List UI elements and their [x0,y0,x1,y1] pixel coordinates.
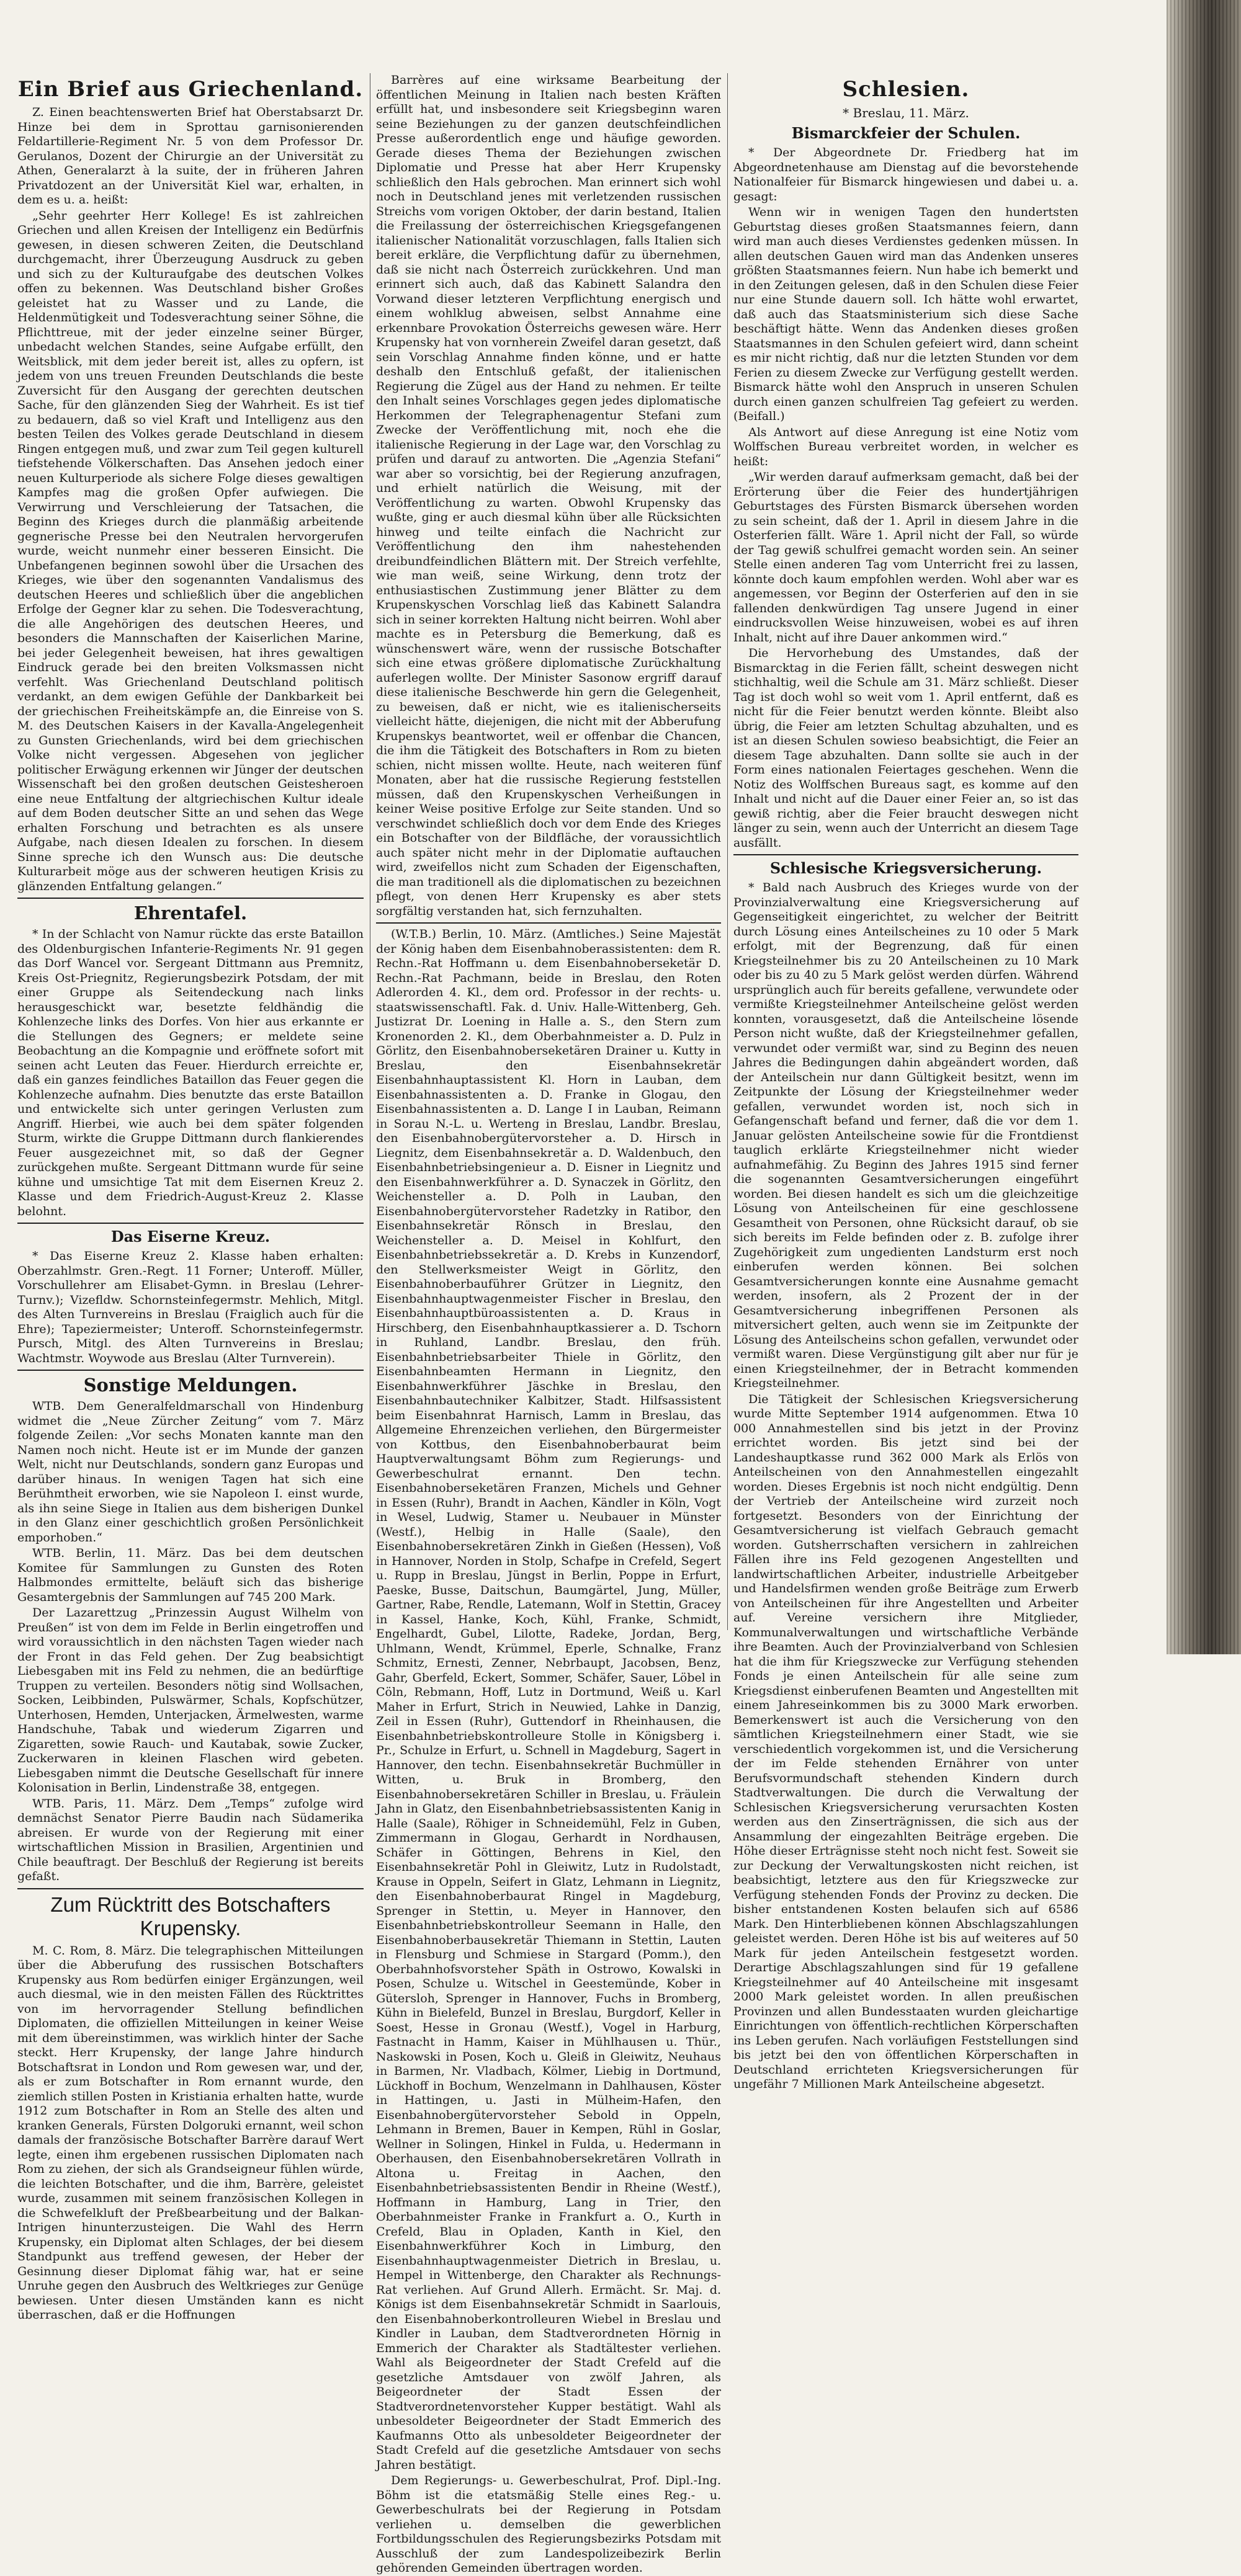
article-paragraph: M. C. Rom, 8. März. Die telegraphischen Mitteilungen über die Abberufung des russischen Botschafters Krupensky aus Rom bedürfen einiger Ergänzungen, weil auch diesmal, wie in den meisten Fällen des Rücktrittes von im hervorragender Stellung befindlichen Diplomaten, die offiziellen Mitteilungen in keiner Weise mit dem übereinstimmen, was wirklich hinter der Sache steckt. Herr Krupensky, der lange Jahre hindurch Botschaftsrat in London und Rom gewesen war, und der, als er zum Botschafter in Rom ernannt wurde, den ziemlich stillen Posten in Kristiania erhalten hatte, wurde 1912 zum Botschafter in Rom an Stelle des alten und kranken Generals, Fürsten Dolgoruki ernannt, weil schon damals der französische Botschafter Barrère darauf Wert legte, einen ihm ergebenen russischen Diplomaten nach Rom zu ziehen, der sich als Grandseigneur fühlen würde, die leichten Botschafter, und die ihm, Barrère, geleistet wurde, zusammen mit seinem französischen Kollegen in die Schwefelkluft der Preßbearbeitung und der Balkan-Intrigen hinunterzusteigen. Die Wahl des Herrn Krupensky, ein Diplomat alten Schlages, der bei diesem Standpunkt aus treffend gewesen, der Heber der Gesinnung dieser Diplomat fähig war, hat er seine Unruhe gegen den Ausbruch des Weltkrieges zur Genüge bewiesen. Unter diesen Umständen kann es nicht überraschen, daß er die Hoffnungen [17,1943,364,2322]
article-paragraph: WTB. Dem Generalfeldmarschall von Hindenburg widmet die „Neue Zürcher Zeitung“ vom 7. März folgende Zeilen: „Vor sechs Monaten kannte man den Namen noch nicht. Heute ist er im Munde der ganzen Welt, nicht nur Deutschlands, sondern ganz Europas und darüber hinaus. In wenigen Tagen hat sich eine Berühmtheit erworben, wie sie Napoleon I. einst wurde, als ihn seine Siege in Italien aus dem bisherigen Dunkel in den Glanz einer geschichtlich großen Persönlichkeit emporhoben.“ [17,1399,364,1544]
article-paragraph: Dem Regierungs- u. Gewerbeschulrat, Prof. Dipl.-Ing. Böhm ist die etatsmäßig Stelle eines Reg.- u. Gewerbeschulrats bei der Regierung in Potsdam verliehen u. demselben die gewerblichen Fortbildungsschulen des Regierungsbezirks Potsdam mit Ausschluß der zum Landespolizeibezirk Berlin gehörenden Gemeinden übertragen worden. [376,2474,721,2575]
article-paragraph: Die Tätigkeit der Schlesischen Kriegsversicherung wurde Mitte September 1914 aufgenommen. Etwa 10 000 Annahmestellen sind bis jetzt in der Provinz errichtet worden. Bis jetzt sind bei der Landeshauptkasse rund 362 000 Mark als Erlös von Anteilscheinen von den Annahmestellen eingezahlt worden. Dieses Ergebnis ist noch nicht endgültig. Denn der Vertrieb der Anteilscheine wird zurzeit noch fortgesetzt. Besonders von der Einrichtung der Gesamtversicherung ist vielfach Gebrauch gemacht worden. Gutsherrschaften versichern in zahlreichen Fällen ihre ins Feld gezogenen Angestellten und landwirtschaftlichen Arbeiter, industrielle Arbeitgeber und Handelsfirmen wenden große Beiträge zum Erwerb von Anteilscheinen für ihre Angestellten und Arbeiter auf. Vereine versichern ihre Mitglieder, Kommunalverwaltungen und wirtschaftliche Verbände ihre Beamten. Auch der Provinzialverband von Schlesien hat die ihm für Kriegszwecke zur Verfügung stehenden Fonds je einen Anteilschein für alle seine zum Kriegsdienst einberufenen Beamten und Angestellten mit einem Jahreseinkommen bis zu 3000 Mark erworben. Bemerkenswert ist auch die Versicherung von den sämtlichen Kriegsteilnehmern einer Stadt, wie sie verschiedentlich vorgekommen ist, und die Versicherung der im Felde stehenden Ernährer von unter Berufsvormundschaft stehenden Kindern durch Stadtverwaltungen. Die durch die Verwaltung der Schlesischen Kriegsversicherung verursachten Kosten werden aus den Zinserträgnissen, die sich aus der Ansammlung der eingezahlten Beiträge ergeben. Die Höhe dieser Erträgnisse steht noch nicht fest. Soweit sie zur Deckung der Verwaltungskosten nicht reichen, ist beabsichtigt, letztere aus den für Kriegszwecke zur Verfügung stehenden Fonds der Provinz zu decken. Die bisher entstandenen Kosten belaufen sich auf 6586 Mark. Den Hinterbliebenen können Abschlagszahlungen geleistet werden. Deren Höhe ist bis auf weiteres auf 50 Mark für jeden Anteilschein festgesetzt worden. Derartige Abschlagszahlungen sind für 19 gefallene Kriegsteilnehmer auf 40 Anteilscheine mit insgesamt 2000 Mark geleistet worden. In allen preußischen Provinzen und allen Bundesstaaten wurden gleichartige Einrichtungen von öffentlich-rechtlichen Körperschaften ins Leben gerufen. Nach vorläufigen Feststellungen sind bis jetzt bei den von öffentlichen Körperschaften in Deutschland errichteten Kriegsversicherungen für ungefähr 7 Millionen Mark Anteilscheine abgesetzt. [733,1392,1078,2091]
section-divider [17,1223,364,1224]
book-binding-texture [1167,0,1241,1654]
article-paragraph: Wenn wir in wenigen Tagen den hundertsten Geburtstag dieses großen Staatsmannes feiern, dann wird man auch dieses Verdienstes gedenken müssen. In allen deutschen Gauen wird man das Andenken unseres größten Staatsmannes feiern. Nun habe ich bemerkt und in den Zeitungen gelesen, daß in den Schulen diese Feier nur eine Stunde dauern soll. Ich hätte wohl erwartet, daß auch das Staatsministerium sich diese Sache beschäftigt hätte. Wenn das Andenken dieses großen Staatsmannes in den Schulen gefeiert wird, dann scheint es mir nicht richtig, daß nur die letzten Stunden vor dem Ferien zu diesem Zwecke zur Verfügung gestellt werden. Bismarck hätte wohl den Anspruch in unseren Schulen durch einen ganzen schulfreien Tag gefeiert zu werden. (Beifall.) [733,205,1078,423]
section-divider [17,1888,364,1889]
section-heading: Sonstige Meldungen. [83,1375,298,1396]
section-heading: Das Eiserne Kreuz. [110,1228,271,1246]
article-paragraph: * Der Abgeordnete Dr. Friedberg hat im Abgeordnetenhause am Dienstag auf die bevorstehende Nationalfeier für Bismarck hingewiesen und dabei u. a. gesagt: [733,146,1078,203]
column-left [17,73,364,2322]
article-paragraph: * Bald nach Ausbruch des Krieges wurde von der Provinzialverwaltung eine Kriegsversicherung auf Gegenseitigkeit eingerichtet, zu welcher der Beitritt durch Lösung eines Anteilscheines zu 10 oder 5 Mark erfolgt, mit der Begrenzung, daß für einen Kriegsteilnehmer bis zu 20 Anteilscheinen zu 10 Mark oder bis zu 40 zu 5 Mark gelöst werden dürfen. Während ursprünglich auch für bereits gefallene, verwundete oder vermißte Kriegsteilnehmer Anteilscheine gelöst werden konnten, vorausgesetzt, daß die Anteilscheine lösende Person nicht wußte, daß der Kriegsteilnehmer gefallen, verwundet oder vermißt war, sind zu Beginn des neuen Jahres die Bedingungen dahin abgeändert worden, daß der Anteilschein nur dann Gültigkeit besitzt, wenn im Zeitpunkte der Lösung der Kriegsteilnehmer weder gefallen, verwundet worden ist, noch sich in Gefangenschaft befand und ferner, daß die vor dem 1. Januar gelösten Anteilscheine sowie für die Frontdienst tauglich erklärte Kriegsteilnehmer nicht wieder aufnahmefähig. Zu Beginn des Jahres 1915 sind ferner die sogenannten Gesamtversicherungen eingeführt worden. Bei diesen handelt es sich um die gleichzeitige Lösung von Anteilscheinen für eine geschlossene Gesamtheit von Personen, ohne Rücksicht darauf, ob sie sich bereits im Felde befinden oder z. B. zufolge ihrer Zugehörigkeit zum ungedienten Landsturm erst noch einberufen werden können. Bei solchen Gesamtversicherungen konnte eine Ausnahme gemacht werden, insofern, als 2 Prozent der in der Gesamtversicherung inbegriffenen Personen als mitversichert gelten, auch wenn sie im Zeitpunkte der Lösung des Anteilscheins schon gefallen, verwundet oder vermißt waren. Diese Vergünstigung gilt aber nur für je einen Kriegsteilnehmer, der in Betracht kommenden Kriegsteilnehmer. [733,881,1078,1390]
article-heading: Schlesische Kriegsversicherung. [769,859,1042,877]
article-heading: Ein Brief aus Griechenland. [17,77,364,102]
section-divider [17,898,364,899]
section-title: Schlesien. [842,77,970,102]
article-paragraph: Der Lazarettzug „Prinzessin August Wilhelm von Preußen“ ist von dem im Felde in Berlin eingetroffen und wird voraussichtlich in den nächsten Tagen wieder nach der Front in das Feld gehen. Der Zug beabsichtigt Liebesgaben mit ins Feld zu nehmen, die an bedürftige Truppen zu verteilen. Besonders nötig sind Wollsachen, Socken, Leibbinden, Pulswärmer, Schals, Kopfschützer, Unterhosen, Hemden, Unterjacken, Ärmelwesten, warme Handschuhe, Tabak und wiederum Zigarren und Zigaretten, sowie Rauch- und Kautabak, sowie Zucker, Zuckerwaren in kleinen Flaschen wird gebeten. Liebesgaben nimmt die Deutsche Gesellschaft für innere Kolonisation in Berlin, Lindenstraße 38, entgegen. [17,1606,364,1794]
section-heading: Ehrentafel. [133,902,248,924]
article-paragraph: (W.T.B.) Berlin, 10. März. (Amtliches.) Seine Majestät der König haben dem Eisenbahnoberassistenten: dem R. Rechn.-Rat Hoffmann u. dem Eisenbahnoberseketär D. Rechn.-Rat Pachmann, beide in Breslau, den Roten Adlerorden 4. Kl., dem ord. Professor in der rechts- u. staatswissenschaftl. Fak. d. Univ. Halle-Wittenberg, Geh. Justizrat Dr. Loening in Halle a. S., den Stern zum Kronenorden 2. Kl., dem Oberbahnmeister a. D. Pulz in Görlitz, den Eisenbahnoberseketären Drainer u. Kutty in Breslau, den Eisenbahnsekretär Eisenbahnhauptassistent Kl. Horn in Lauban, dem Eisenbahnassistenten a. D. Franke in Glogau, den Eisenbahnassistenten a. D. Lange I in Lauban, Reimann in Sorau N.-L. u. Werteng in Breslau, Landbr. Breslau, den Eisenbahnobergütervorsteher a. D. Hirsch in Liegnitz, dem Eisenbahnsekretär a. D. Waldenbuch, den Eisenbahnbetriebsingenieur a. D. Eisner in Liegnitz und den Eisenbahnwerkführer a. D. Synaczek in Görlitz, den Weichensteller a. D. Polh in Lauban, den Eisenbahnobergütervorsteher Radetzky in Ratibor, den Eisenbahnsekretär Rönsch in Breslau, den Weichensteller a. D. Meisel in Kohlfurt, den Eisenbahnbetriebssekretär a. D. Krebs in Kunzendorf, den Stellwerksmeister Weigt in Görlitz, den Eisenbahnoberbauführer Grützer in Liegnitz, den Eisenbahnhauptwagenmeister Fischer in Breslau, den Eisenbahnhauptbüroassistenten a. D. Kraus in Hirschberg, den Eisenbahnhauptkassierer a. D. Tschorn in Ruhland, Landbr. Breslau, den früh. Eisenbahnbetriebsarbeiter Thiele in Görlitz, den Eisenbahnbeamten Hermann in Liegnitz, den Eisenbahnwerkführer Jäschke in Breslau, den Eisenbahnbautechniker Kalbitzer, Stadt. Hilfsassistent beim Eisenbahnrat Harnisch, Lamm in Breslau, das Allgemeine Ehrenzeichen verliehen, den Bürgermeister von Kottbus, den Eisenbahnoberbaurat beim Hauptverwaltungsamt Böhm zum Regierungs- und Gewerbeschulrat ernannt. Den techn. Eisenbahnoberseketären Franzen, Michels und Gehner in Essen (Ruhr), Brandt in Aachen, Kändler in Köln, Vogt in Wesel, Ludwig, Stamer u. Neubauer in Münster (Westf.), Helbig in Halle (Saale), den Eisenbahnobersekretären Zinkh in Gießen (Hessen), Voß in Hannover, Norden in Stolp, Schafpe in Crefeld, Segert u. Rupp in Breslau, Jüngst in Berlin, Poppe in Erfurt, Paeske, Busse, Daitschun, Baumgärtel, Jung, Müller, Gartner, Rabe, Rendle, Latemann, Wolf in Stettin, Gracey in Kassel, Hanke, Koch, Kühl, Franke, Schmidt, Engelhardt, Gubel, Lilotte, Radeke, Jordan, Berg, Uhlmann, Wendt, Krümmel, Eperle, Schnalke, Franz Schmitz, Ernesti, Zenner, Nebrbaupt, Jacobsen, Benz, Gahr, Gberfeld, Eckert, Sommer, Schäfer, Sauer, Löbel in Cöln, Rebmann, Hoff, Lutz in Dortmund, Weiß u. Karl Maher in Erfurt, Strich in Neuwied, Lahke in Danzig, Zeil in Essen (Ruhr), Guttendorf in Rheinhausen, die Eisenbahnbetriebskontrolleure Stolle in Königsberg i. Pr., Schulze in Erfurt, u. Schnell in Magdeburg, Sagert in Hannover, den techn. Eisenbahnsekretär Buchmüller in Witten, u. Bruk in Bromberg, den Eisenbahnobersekretären Schiller in Breslau, u. Fräulein Jahn in Glatz, den Eisenbahnbetriebsassistenten Kanig in Halle (Saale), Röhiger in Schneidemühl, Felz in Guben, Zimmermann in Glogau, Gerhardt in Nordhausen, Schäfer in Göttingen, Behrens in Kiel, den Eisenbahnsekretär Pohl in Gleiwitz, Lutz in Rudolstadt, Krause in Oppeln, Seifert in Glatz, Lehmann in Liegnitz, den Eisenbahnoberbaurat Ringel in Magdeburg, Sprenger in Stettin, u. Meyer in Hannover, den Eisenbahnbetriebskontrolleur Seemann in Halle, den Eisenbahnoberbausekretär Thiemann in Stettin, Lauten in Flensburg und Schmiese in Stargard (Pomm.), den Oberbahnhofsvorsteher Späth in Ostrowo, Kowalski in Posen, Schulze u. Witschel in Geestemünde, Kober in Gütersloh, Sprenger in Hannover, Fuchs in Bromberg, Kühn in Bielefeld, Bunzel in Breslau, Burgdorf, Keller in Soest, Hesse in Gronau (Westf.), Vogel in Harburg, Fastnacht in Hamm, Kaiser in Mühlhausen u. Thür., Naskowski in Posen, Koch u. Gleiß in Gleiwitz, Neuhaus in Barmen, Nr. Vladbach, Kölmer, Liebig in Dortmund, Lückhoff in Bochum, Wenzelmann in Dahlhausen, Köster in Hattingen, u. Jasti in Mülheim-Hafen, den Eisenbahnobergütervorsteher Sebold in Oppeln, Lehmann in Bremen, Bauer in Kempen, Rühl in Goslar, Wellner in Solingen, Hinkel in Fulda, u. Hedermann in Oberhausen, den Eisenbahnobersekretären Vollrath in Altona u. Freitag in Aachen, den Eisenbahnbetriebsassistenten Bendir in Rheine (Westf.), Hoffmann in Hamburg, Lang in Trier, den Oberbahnmeister Franke in Frankfurt a. O., Kurth in Crefeld, Blau in Opladen, Kanth in Kiel, den Eisenbahnwerkführer Koch in Limburg, den Eisenbahnhauptwagenmeister Dietrich in Breslau, u. Hempel in Wittenberge, den Charakter als Rechnungs-Rat verliehen. Auf Grund Allerh. Ermächt. Sr. Maj. d. Königs ist dem Eisenbahnsekretär Schmidt in Saarlouis, den Eisenbahnoberkontrolleuren Wiebel in Breslau und Kindler in Lauban, dem Stadtverordneten Hörnig in Emmerich der Charakter als Stadtältester verliehen. Wahl als Beigeordneter der Stadt Crefeld auf die gesetzliche Amtsdauer von zwölf Jahren, als Beigeordneter der Stadt Essen der Stadtverordnetenvorsteher Kupper bestätigt. Wahl als unbesoldeter Beigeordneter der Stadt Emmerich des Kaufmanns Otto als unbesoldeter Beigeordneter der Stadt Crefeld auf die gesetzliche Amtsdauer von sechs Jahren bestätigt. [376,927,721,2472]
article-heading: Bismarckfeier der Schulen. [791,124,1021,142]
section-divider [733,854,1078,855]
column-right [733,73,1078,2091]
article-heading: Zum Rücktritt des Botschafters Krupensky. [50,1892,331,1940]
article-paragraph: Die Hervorhebung des Umstandes, daß der Bismarcktag in die Ferien fällt, scheint deswegen nicht stichhaltig, weil die Schule am 31. März schließt. Dieser Tag ist doch wohl so weit vom 1. April entfernt, daß es nicht für die Feier benutzt werden könnte. Bleibt also übrig, die Feier am letzten Schultag abzuhalten, und es ist an diesen Schulen sowieso beabsichtigt, die Feier an diesem Tage abzuhalten. Dann sollte sie auch in der Form eines nationalen Feiertages geschehen. Wenn die Notiz des Wolffschen Bureaus sagt, es komme auf den Inhalt und nicht auf die Dauer einer Feier an, so ist das gewiß richtig, aber die Feier braucht deswegen nicht länger zu sein, wenn auch der Unterricht an diesem Tage ausfällt. [733,646,1078,850]
article-paragraph: WTB. Berlin, 11. März. Das bei dem deutschen Komitee für Sammlungen zu Gunsten des Roten Halbmondes ermittelte, beläuft sich das bisherige Gesamtergebnis der Sammlungen auf 745 200 Mark. [17,1546,364,1604]
article-paragraph: „Wir werden darauf aufmerksam gemacht, daß bei der Erörterung über die Feier des hundertjährigen Geburtstages des Fürsten Bismarck übersehen worden zu sein scheint, daß der 1. April in diesem Jahre in die Osterferien fällt. Wäre 1. April nicht der Fall, so würde der Tag gewiß schulfrei gemacht worden sein. An seiner Stelle einen anderen Tag vom Unterricht frei zu lassen, könnte doch kaum empfohlen werden. Wohl aber war es angemessen, vor Beginn der Osterferien auf den in sie fallenden denkwürdigen Tag unsere Jugend in einer eindrucksvollen Weise hinzuweisen, wobei es auf ihren Inhalt, nicht auf ihre Dauer ankommen wird.“ [733,470,1078,644]
dateline: * Breslau, 11. März. [843,105,969,120]
article-paragraph: WTB. Paris, 11. März. Dem „Temps“ zufolge wird demnächst Senator Pierre Baudin nach Südamerika abreisen. Er wurde von der Regierung mit einer wirtschaftlichen Mission in Brasilien, Argentinien und Chile beauftragt. Der Beschluß der Regierung ist bereits gefaßt. [17,1796,364,1883]
section-divider [376,922,721,924]
column-middle [376,73,722,2575]
article-paragraph: * Das Eiserne Kreuz 2. Klasse haben erhalten: Oberzahlmstr. Gren.-Regt. 11 Forner; Unteroff. Müller, Vorschullehrer am Elisabet-Gymn. in Breslau (Lehrer-Turnv.); Vizefldw. Schornsteinfegermstr. Mehlich, Mitgl. des Alten Turnvereins in Breslau (Fraiglich auch für die Ehre); Tapeziermeister; Unteroff. Schornsteinfegermstr. Pursch, Mitgl. des Alten Turnvereins in Breslau; Wachtmstr. Woywode aus Breslau (Alter Turnverein). [17,1249,364,1365]
article-paragraph: Als Antwort auf diese Anregung ist eine Notiz vom Wolffschen Bureau verbreitet worden, in welcher es heißt: [733,425,1078,468]
article-paragraph: * In der Schlacht von Namur rückte das erste Bataillon des Oldenburgischen Infanterie-Regiments Nr. 91 gegen das Dorf Wancel vor. Sergeant Dittmann aus Premnitz, Kreis Ost-Priegnitz, Regierungsbezirk Potsdam, der mit einer Gruppe als Seitendeckung nach links herausgeschickt war, besetzte feldhändig die Kohlenzeche links des Dorfes. Von hier aus erkannte er die Stellungen des Gegners; er meldete seine Beobachtung an die Kompagnie und eröffnete sofort mit seinen acht Leuten das Feuer. Hierdurch erreichte er, daß ein ganzes feindliches Bataillon das Feuer gegen die Kohlenzeche aufnahm. Dies benutzte das erste Bataillon und entwickelte sich unter geringen Verlusten zum Angriff. Hierbei, wie auch bei dem später folgenden Sturm, wirkte die Gruppe Dittmann durch flankierendes Feuer ausgezeichnet mit, so daß der Gegner zurückgehen mußte. Sergeant Dittmann wurde für seine kühne und umsichtige Tat mit dem Eisernen Kreuz 2. Klasse und dem Friedrich-August-Kreuz 2. Klasse belohnt. [17,927,364,1218]
article-paragraph: Z. Einen beachtenswerten Brief hat Oberstabsarzt Dr. Hinze bei dem in Sprottau garnisonierenden Feldartillerie-Regiment Nr. 5 von dem Professor Dr. Gerulanos, Dozent der Chirurgie an der Universität zu Athen, Generalarzt à la suite, der in früheren Jahren Privatdozent an der Universität Kiel war, erhalten, in dem es u. a. heißt: [17,105,364,207]
column-rule [727,73,728,1630]
article-paragraph: Barrères auf eine wirksame Bearbeitung der öffentlichen Meinung in Italien nach besten Kräften erfüllt hat, und insbesondere seit Kriegsbeginn waren seine Beziehungen zu der ganzen deutschfeindlichen Presse außerordentlich enge und häufige geworden. Gerade dieses Thema der Beziehungen zwischen Diplomatie und Presse hat aber Herr Krupensky schließlich den Hals gebrochen. Man erinnert sich wohl noch in Deutschland jenes mit verletzenden russischen Streichs vom vorigen Oktober, der darin bestand, Italien die Freilassung der österreichischen Kriegsgefangenen italienischer Nationalität vorzuschlagen, falls Italien sich bereit erkläre, die Verpflichtung dafür zu übernehmen, daß sie nicht nach Österreich zurückkehren. Und man erinnert sich auch, daß das Kabinett Salandra den Vorwand dieser letzteren Verpflichtung energisch und einem wohlklug abweisen, selbst Annahme eine erkennbare Provokation Österreichs gewesen wäre. Herr Krupensky hat von vornherein Zweifel daran gesetzt, daß sein Vorschlag Annahme finden könne, und er hatte deshalb den Entschluß gefaßt, der italienischen Regierung die Zügel aus der Hand zu nehmen. Er teilte den Inhalt seines Vorschlages gegen jedes diplomatische Herkommen der Telegraphenagentur Stefani zum Zwecke der Veröffentlichung mit, noch ehe die italienische Regierung in der Lage war, den Vorschlag zu prüfen und darauf zu antworten. Die „Agenzia Stefani“ war aber so vorsichtig, bei der Regierung anzufragen, und erhielt natürlich die Weisung, mit der Veröffentlichung zu warten. Obwohl Krupensky das wußte, ging er auch diesmal kühn über alle Rücksichten hinweg und teilte einfach die Nachricht zur Veröffentlichung den ihm nahestehenden dreibundfeindlichen Blättern mit. Der Streich verfehlte, wie man weiß, seine Wirkung, denn trotz der enthusiastischen Zustimmung jener Blätter zu dem Krupenskyschen Vorschlag ließ das Kabinett Salandra sich in seiner korrekten Haltung nicht beirren. Wohl aber machte es in Petersburg die Bemerkung, daß es wünschenswert wäre, wenn der russische Botschafter sich eine etwas größere diplomatische Zurückhaltung auferlegen wollte. Der Minister Sasonow ergriff darauf diese italienische Beschwerde hin gern die Gelegenheit, zu beweisen, daß er nicht, wie es italienischerseits vielleicht hätte, diejenigen, die nicht mit der Abberufung Krupenskys beantwortet, weil er offenbar die Chancen, die ihm die Tätigkeit des Botschafters in Rom zu bieten schien, nicht missen wollte. Heute, nach weiteren fünf Monaten, aber hat die russische Regierung feststellen müssen, daß den Krupenskyschen Verheißungen in keiner Weise positive Erfolge zur Seite standen. Und so verschwindet schließlich doch vor dem Ende des Krieges ein Botschafter von der Bildfläche, der voraussichtlich auch später nicht mehr in der Diplomatie auftauchen wird, zweifellos nicht zum Schaden der Eigenschaften, die man traditionell als die diplomatischen zu bezeichnen pflegt, von denen Herr Krupensky es aber stets sorgfältig verstanden hat, sich fernzuhalten. [376,73,722,918]
section-divider [17,1370,364,1371]
article-paragraph: „Sehr geehrter Herr Kollege! Es ist zahlreichen Griechen und allen Kreisen der Intelligenz ein Bedürfnis gewesen, in diesen schweren Zeiten, die Deutschland durchgemacht, ihrer Überzeugung Ausdruck zu geben und sich zu der Kulturaufgabe des deutschen Volkes offen zu bekennen. Was Deutschland bisher Großes geleistet hat zu Wasser und zu Lande, die Heldenmütigkeit und Todesverachtung seiner Söhne, die Pflichttreue, mit der jeder einzelne seiner Bürger, unbedacht welchen Standes, seine Aufgabe erfüllt, den Weitsblick, mit dem jeder bereit ist, alles zu opfern, ist jedem von uns treuen Freunden Deutschlands die beste Zuversicht für den Ausgang der gerechten deutschen Sache, für den glänzenden Sieg der Wahrheit. Es ist tief zu bedauern, daß so viel Kraft und Intelligenz aus den besten Teilen des Volkes gerade Deutschland in diesem Ringen entgegen muß, und zwar zum Teil gegen kulturell tiefstehende Völkerschaften. Das Ansehen jedoch einer neuen Kulturperiode als sichere Folge dieses gewaltigen Kampfes mag die großen Opfer aufwiegen. Die Verwirrung und Verschleierung der Tatsachen, die Beginn des Krieges durch die planmäßig arbeitende gegnerische Presse bei den Neutralen hervorgerufen wurde, weicht nunmehr einer besseren Einsicht. Die Unbefangenen beginnen sowohl über die Ursachen des Krieges, wie über den sogenannten Vandalismus des deutschen Heeres und schließlich über die angeblichen Erfolge der Gegner klar zu sehen. Die Todesverachtung, die alle Angehörigen des deutschen Heeres, und besonders die Mannschaften der Kaiserlichen Marine, bei jeder Gelegenheit beweisen, hat ihres gewaltigen Eindruck gerade bei den breiten Volksmassen nicht verfehlt. Was Griechenland Deutschland politisch verdankt, an dem ewigen Gefühle der Dankbarkeit bei der griechischen Freiheitskämpfe an, die Einreise von S. M. des Deutschen Kaisers in der Kavalla-Angelegenheit zu Gunsten Griechenlands, wird bei dem griechischen Volke nicht vergessen. Abgesehen von jeglicher politischer Erwägung erkennen wir Jünger der deutschen Wissenschaft bei den großen deutschen Geistesheroen eine neue Entfaltung der altgriechischen Kultur ideale auf dem Boden deutscher Sitte an und sehen das Wege erhalten Forschung und betrachten es als unsere Aufgabe, nach diesen Idealen zu forschen. In diesem Sinne spreche ich den Wunsch aus: Die deutsche Kulturarbeit möge aus der schweren heutigen Krisis zu glänzenden Entfaltung gelangen.“ [17,208,364,893]
